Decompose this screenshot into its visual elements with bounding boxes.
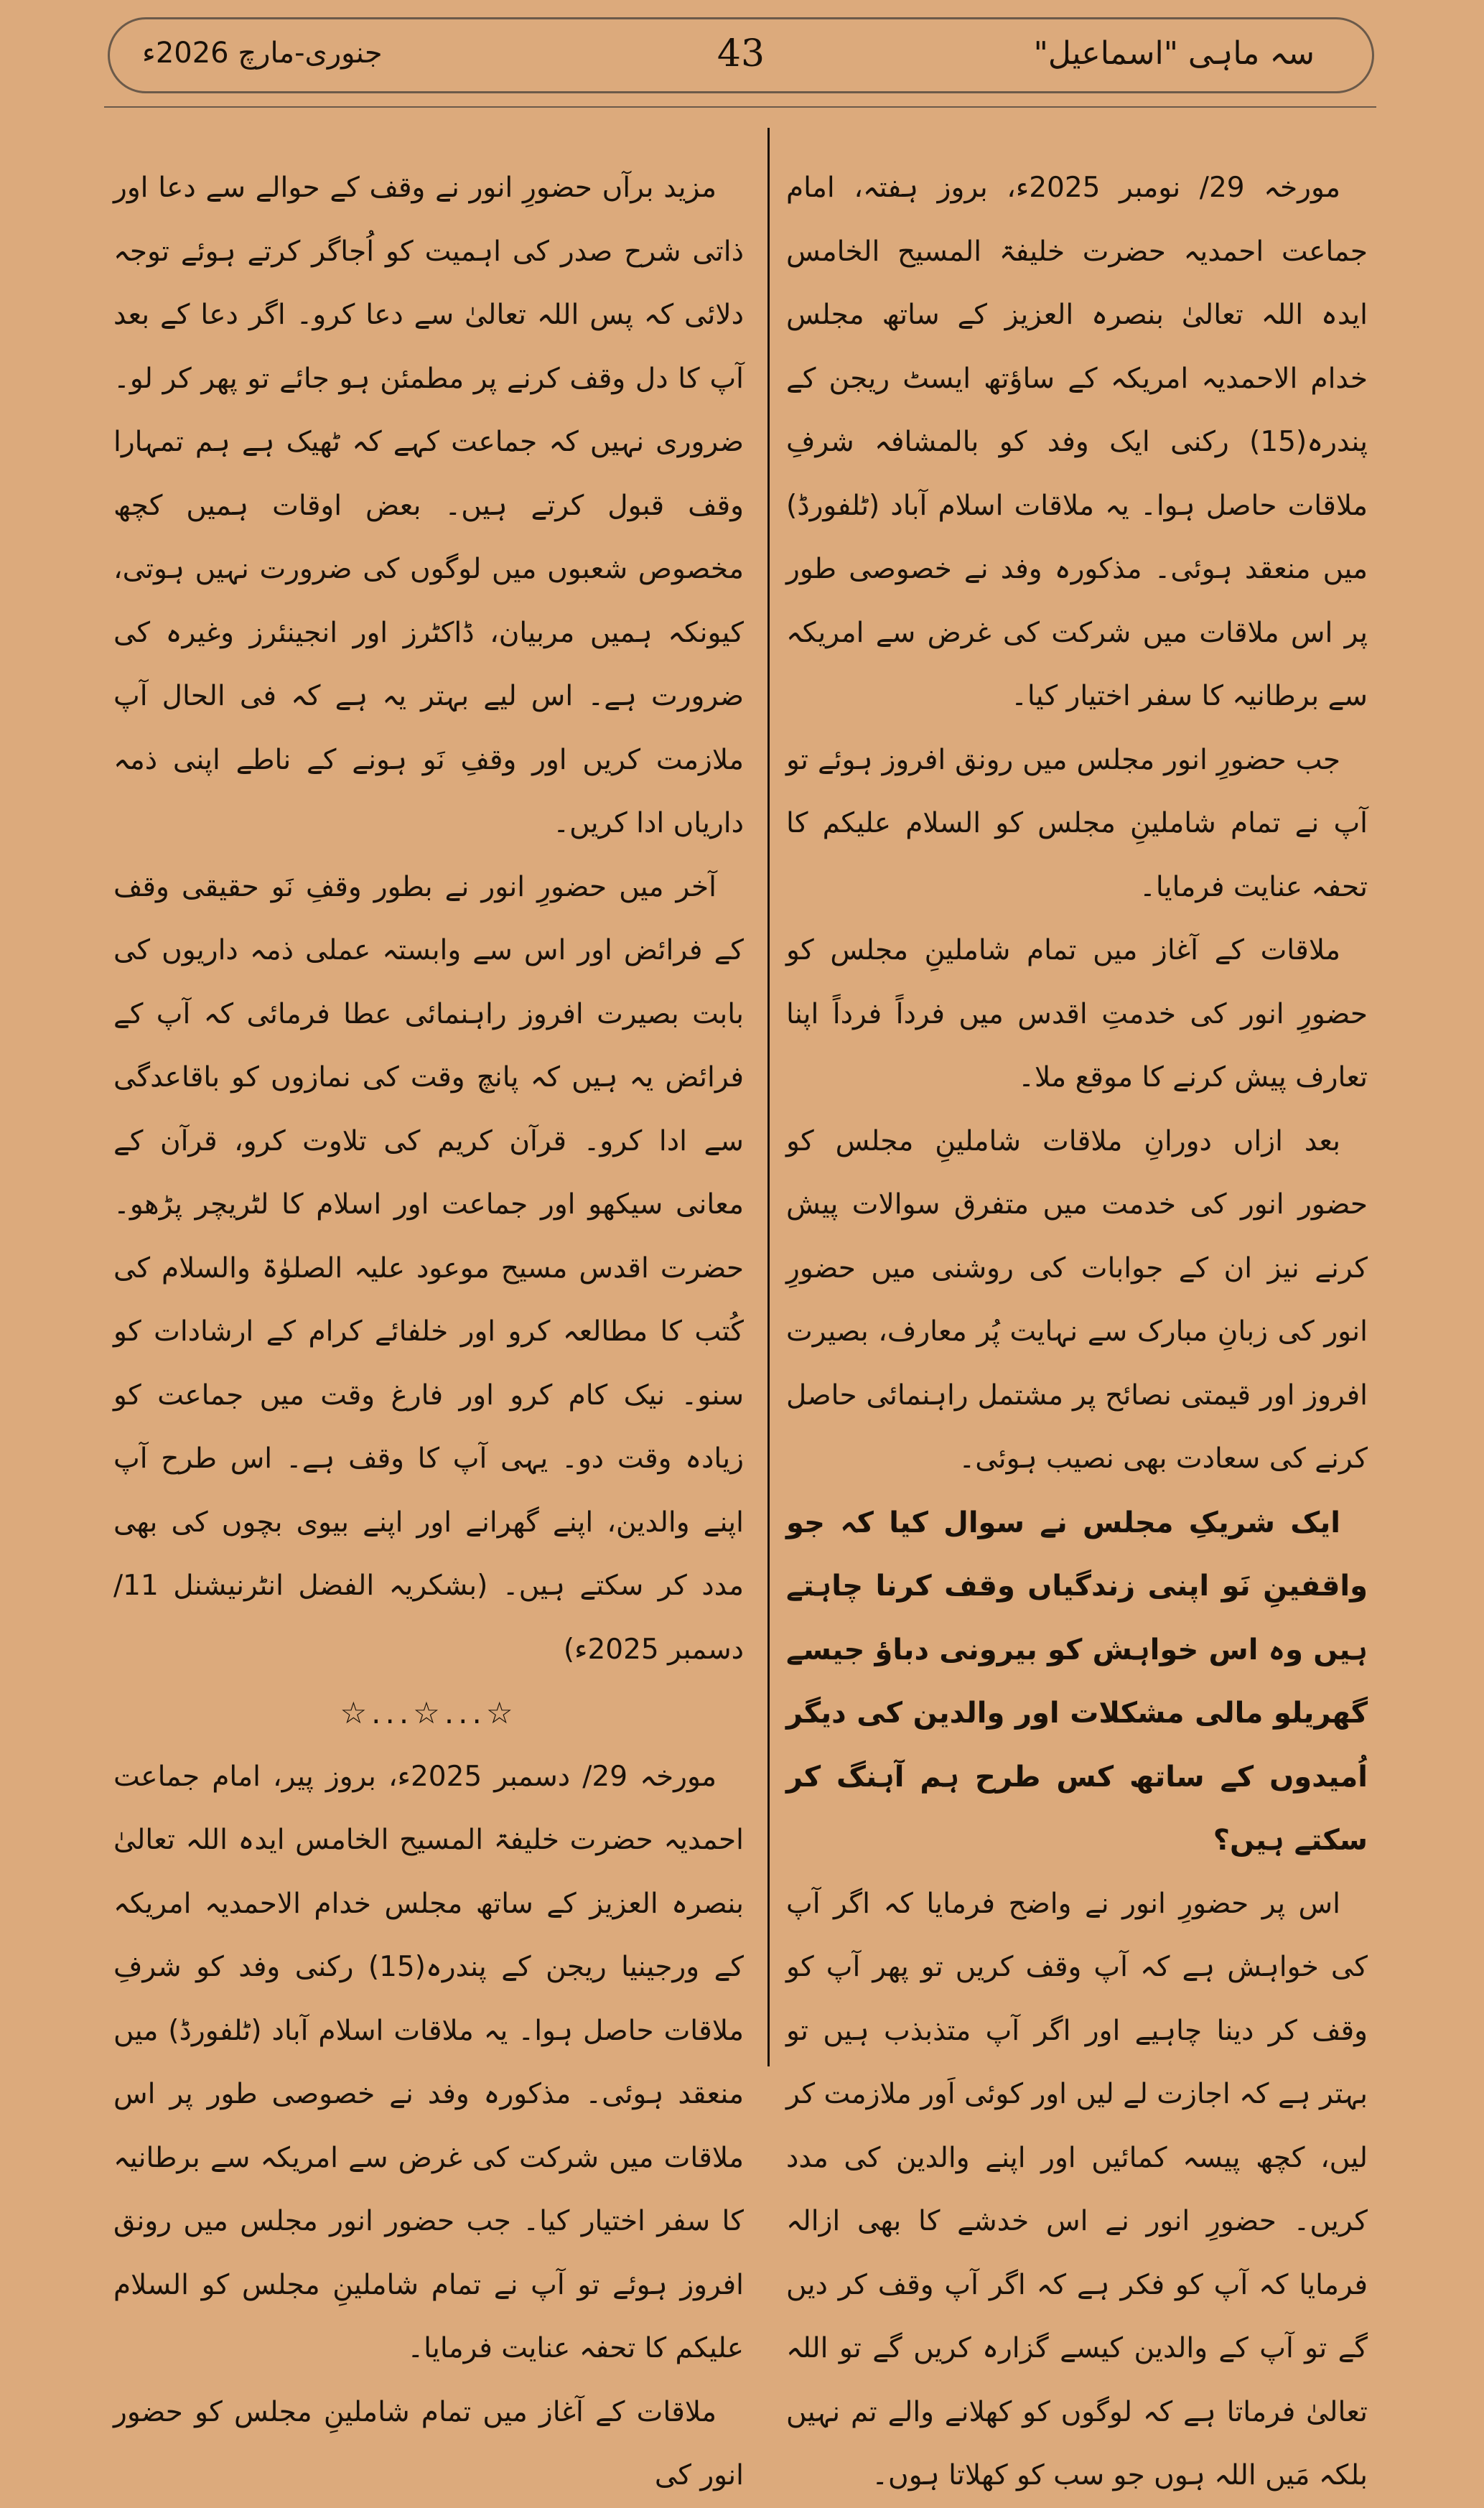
- column-divider: [767, 128, 770, 2066]
- paragraph: بعد ازاں دورانِ ملاقات شاملینِ مجلس کو حضور انور کی خدمت میں متفرق سوالات پیش کرنے نیز ان کے جوابات کی روشنی میں حضورِ انور کی زبانِ مبارک سے نہایت پُر معارف، بصیرت افروز اور قیمتی نصائح پر مشتمل راہنمائی حاصل کرنے کی سعادت بھی نصیب ہوئی۔: [786, 1124, 1368, 1475]
- left-column: [113, 157, 744, 2491]
- paragraph: جب حضورِ انور مجلس میں رونق افروز ہوئے تو آپ نے تمام شاملینِ مجلس کو السلام علیکم کا تحفہ عنایت فرمایا۔: [786, 743, 1368, 903]
- paragraph: ملاقات کے آغاز میں تمام شاملینِ مجلس کو حضور انور کی: [113, 2395, 744, 2491]
- header-rule: [104, 106, 1376, 108]
- paragraph: مورخہ 29/ نومبر 2025ء، بروز ہفتہ، امام جماعت احمدیہ حضرت خلیفۃ المسیح الخامس ایدہ اللہ تعالیٰ بنصرہ العزیز کے ساتھ مجلس خدام الاحمدیہ امریکہ کے ساؤتھ ایسٹ ریجن کے پندرہ(15) رکنی ایک وفد کو بالمشافہ شرفِ ملاقات حاصل ہوا۔ یہ ملاقات اسلام آباد (ٹلفورڈ) میں منعقد ہوئی۔ مذکورہ وفد نے خصوصی طور پر اس ملاقات میں شرکت کی غرض سے امریکہ سے برطانیہ کا سفر اختیار کیا۔: [786, 172, 1368, 712]
- paragraph: مزید برآں حضورِ انور نے وقف کے حوالے سے دعا اور ذاتی شرح صدر کی اہمیت کو اُجاگر کرتے ہوئے توجہ دلائی کہ پس اللہ تعالیٰ سے دعا کرو۔ اگر دعا کے بعد آپ کا دل وقف کرنے پر مطمئن ہو جائے تو پھر کر لو۔ ضروری نہیں کہ جماعت کہے کہ ٹھیک ہے ہم تمہارا وقف قبول کرتے ہیں۔ بعض اوقات ہمیں کچھ مخصوص شعبوں میں لوگوں کی ضرورت نہیں ہوتی، کیونکہ ہمیں مربیان، ڈاکٹرز اور انجینئرز وغیرہ کی ضرورت ہے۔ اس لیے بہتر یہ ہے کہ فی الحال آپ ملازمت کریں اور وقفِ نَو ہونے کے ناطے اپنی ذمہ داریاں ادا کریں۔: [113, 172, 744, 839]
- right-column: [786, 157, 1368, 2491]
- magazine-title: سہ ماہی "اسماعیل": [1033, 35, 1315, 72]
- issue-date: جنوری-مارچ 2026ء: [142, 37, 383, 70]
- page-number: 43: [717, 32, 765, 75]
- section-separator: ☆...☆...☆: [340, 1695, 518, 1730]
- paragraph: ملاقات کے آغاز میں تمام شاملینِ مجلس کو حضورِ انور کی خدمتِ اقدس میں فرداً فرداً اپنا تعارف پیش کرنے کا موقع ملا۔: [786, 934, 1368, 1094]
- question-paragraph: ایک شریکِ مجلس نے سوال کیا کہ جو واقفینِ نَو اپنی زندگیاں وقف کرنا چاہتے ہیں وہ اس خواہش کو بیرونی دباؤ جیسے گھریلو مالی مشکلات اور والدین کی دیگر اُمیدوں کے ساتھ کس طرح ہم آہنگ کر سکتے ہیں؟: [786, 1506, 1368, 1857]
- page-header: [108, 17, 1374, 93]
- paragraph: مورخہ 29/ دسمبر 2025ء، بروز پیر، امام جماعت احمدیہ حضرت خلیفۃ المسیح الخامس ایدہ اللہ تعالیٰ بنصرہ العزیز کے ساتھ مجلس خدام الاحمدیہ امریکہ کے ورجینیا ریجن کے پندرہ(15) رکنی وفد کو شرفِ ملاقات حاصل ہوا۔ یہ ملاقات اسلام آباد (ٹلفورڈ) میں منعقد ہوئی۔ مذکورہ وفد نے خصوصی طور پر اس ملاقات میں شرکت کی غرض سے امریکہ سے برطانیہ کا سفر اختیار کیا۔ جب حضور انور مجلس میں رونق افروز ہوئے تو آپ نے تمام شاملینِ مجلس کو السلام علیکم کا تحفہ عنایت فرمایا۔: [113, 1760, 744, 2364]
- paragraph: آخر میں حضورِ انور نے بطور وقفِ نَو حقیقی وقف کے فرائض اور اس سے وابستہ عملی ذمہ داریوں کی بابت بصیرت افروز راہنمائی عطا فرمائی کہ آپ کے فرائض یہ ہیں کہ پانچ وقت کی نمازوں کو باقاعدگی سے ادا کرو۔ قرآن کریم کی تلاوت کرو، قرآن کے معانی سیکھو اور جماعت اور اسلام کا لٹریچر پڑھو۔ حضرت اقدس مسیح موعود علیہ الصلوٰۃ والسلام کی کُتب کا مطالعہ کرو اور خلفائے کرام کے ارشادات کو سنو۔ نیک کام کرو اور فارغ وقت میں جماعت کو زیادہ وقت دو۔ یہی آپ کا وقف ہے۔ اس طرح آپ اپنے والدین، اپنے گھرانے اور اپنے بیوی بچوں کی بھی مدد کر سکتے ہیں۔ (بشکریہ الفضل انٹرنیشنل 11/ دسمبر 2025ء): [113, 870, 744, 1666]
- answer-paragraph: اس پر حضورِ انور نے واضح فرمایا کہ اگر آپ کی خواہش ہے کہ آپ وقف کریں تو پھر آپ کو وقف کر دینا چاہیے اور اگر آپ متذبذب ہیں تو بہتر ہے کہ اجازت لے لیں اور کوئی اَور ملازمت کر لیں، کچھ پیسہ کمائیں اور اپنے والدین کی مدد کریں۔ حضورِ انور نے اس خدشے کا بھی ازالہ فرمایا کہ آپ کو فکر ہے کہ اگر آپ وقف کر دیں گے تو آپ کے والدین کیسے گزارہ کریں گے تو اللہ تعالیٰ فرماتا ہے کہ لوگوں کو کھلانے والے تم نہیں بلکہ مَیں اللہ ہوں جو سب کو کھلاتا ہوں۔: [786, 1887, 1368, 2491]
